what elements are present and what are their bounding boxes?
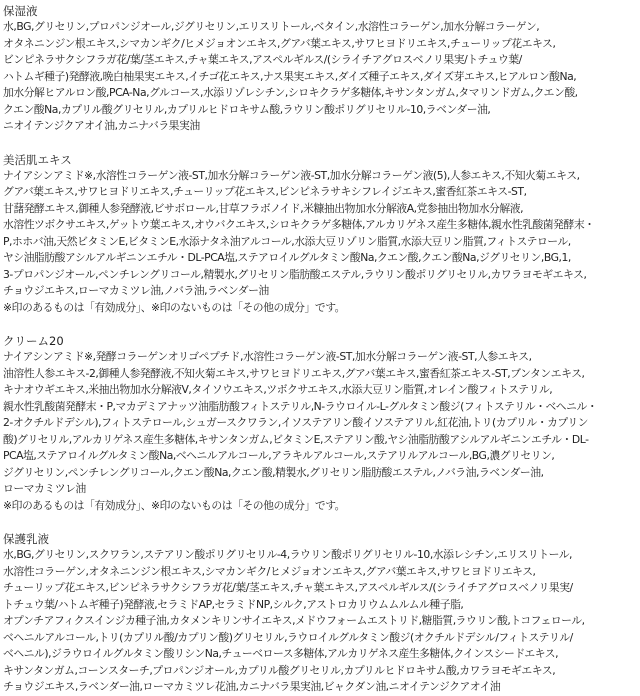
section-title: 保湿液 <box>3 4 38 18</box>
ingredient-line: PCA塩,ステアロイルグルタミン酸Na,ベヘニルアルコール,アラキルアルコール,ステアリルアルコール,BG,濃グリセリン, <box>3 449 555 462</box>
ingredient-line: ハトムギ種子)発酵液,晩白柚果実エキス,イチゴ花エキス,ナス果実エキス,ダイズ種子エキス,ダイズ芽エキス,ヒアルロン酸Na, <box>3 69 577 83</box>
ingredient-line: 水,BG,グリセリン,スクワラン,ステアリン酸ポリグリセリル-4,ラウリン酸ポリグリセリル-10,水添レシチン,エリスリトール, <box>3 548 573 561</box>
section-cream-20 <box>3 333 637 514</box>
ingredient-line: 2-オクチルドデシル),フィトステロール,シュガースクワラン,イソステアリン酸イソステアリル,紅花油,トリ(カプリル・カプリン <box>3 416 589 429</box>
ingredient-line: ジグリセリン,ペンチレングリコール,クエン酸Na,クエン酸,精製水,グリセリン脂肪酸エステル,ノバラ油,ラベンダー油, <box>3 465 544 479</box>
ingredient-line: ナイアシンアミド※,発酵コラーゲンオリゴペプチド,水溶性コラーゲン液-ST,加水分解コラーゲン液-ST,人参エキス, <box>3 350 532 363</box>
ingredient-line: キサンタンガム,コーンスターチ,プロパンジオール,カプリル酸グリセリル,カプリルヒドロキサム酸,カワラヨモギエキス, <box>3 663 556 677</box>
ingredient-line: 酸)グリセリル,アルカリゲネス産生多糖体,キサンタンガム,ビタミンE,ステアリン酸,ヤシ油脂肪酸アシルアルギニンエチル・DL- <box>3 432 589 446</box>
ingredient-line: ベヘニルアルコール,トリ(カプリル酸/カプリン酸)グリセリル,ラウロイルグルタミン酸ジ(オクチルドデシル/フィトステリル/ <box>3 630 573 644</box>
ingredient-line: ビンピネラサクシフラガ花/葉/茎エキス,チャ葉エキス,アスペルギルス/(シライチアグロスベノリ果実/トチュウ葉/ <box>3 53 522 66</box>
ingredient-line: 水溶性ツボクサエキス,ゲットウ葉エキス,オウバクエキス,シロキクラゲ多糖体,アルカリゲネス産生多糖体,親水性乳酸菌発酵末・ <box>3 218 595 231</box>
ingredient-line: チョウジエキス,ラベンダー油,ローマカミツレ花油,カニナバラ果実油,ビャクダン油,ニオイテンジクアオイ油 <box>3 680 501 693</box>
ingredient-line: 油溶性人参エキス-2,御種人参発酵液,不知火菊エキス,サワヒヨドリエキス,グアバ葉エキス,蜜香紅茶エキス-ST,ブンタンエキス, <box>3 366 585 380</box>
ingredient-line: ナイアシンアミド※,水溶性コラーゲン液-ST,加水分解コラーゲン液-ST,加水分解コラーゲン液(5),人参エキス,不知火菊エキス, <box>3 168 580 182</box>
ingredient-line: チューリップ花エキス,ビンピネラサクシフラガ花/葉/茎エキス,チャ葉エキス,アスペルギルス/(シライチアグロスベノリ果実/ <box>3 581 573 594</box>
ingredient-line: 甘藷発酵エキス,御種人参発酵液,ビサボロール,甘草フラボノイド,米糠抽出物加水分解液A,党参抽出物加水分解液, <box>3 201 524 215</box>
active-ingredient-note: ※印のあるものは「有効成分」、※印のないものは「その他の成分」です。 <box>3 498 346 512</box>
section-protective-emulsion <box>3 531 637 696</box>
ingredient-line: 水,BG,グリセリン,プロパンジオール,ジグリセリン,エリスリトール,ベタイン,水溶性コラーゲン,加水分解コラーゲン, <box>3 20 540 33</box>
section-title: クリーム20 <box>3 334 64 348</box>
ingredient-line: クエン酸Na,カプリル酸グリセリル,カプリルヒドロキサム酸,ラウリン酸ポリグリセリル-10,ラベンダー油, <box>3 102 491 116</box>
section-spacer <box>3 135 637 152</box>
ingredient-line: キナオウギエキス,米抽出物加水分解液V,タイソウエキス,ツボクサエキス,水添大豆リン脂質,オレイン酸フィトステリル, <box>3 383 553 396</box>
active-ingredient-note: ※印のあるものは「有効成分」、※印のないものは「その他の成分」です。 <box>3 300 346 314</box>
ingredient-line: P,ホホバ油,天然ビタミンE,ビタミンE,水添ナタネ油アルコール,水添大豆リゾリン脂質,水添大豆リン脂質,フィトステロール, <box>3 234 571 248</box>
ingredient-document <box>3 3 637 696</box>
ingredient-line: 親水性乳酸菌発酵末・P,マカデミアナッツ油脂肪酸フィトステリル,N-ラウロイル-L-グルタミン酸ジ(フィトステリル・ベヘニル・ <box>3 399 598 413</box>
section-moisture-lotion <box>3 3 637 135</box>
section-skin-essence <box>3 152 637 317</box>
ingredient-line: トチュウ葉/ハトムギ種子)発酵液,セラミドAP,セラミドNP,シルク,アストロカリウムムルムル種子脂, <box>3 597 464 611</box>
ingredient-line: 水溶性コラーゲン,オタネニンジン根エキス,シマカンギク/ヒメジョオンエキス,グアバ葉エキス,サワヒヨドリエキス, <box>3 564 536 578</box>
ingredient-line: オタネニンジン根エキス,シマカンギク/ヒメジョオンエキス,グアバ葉エキス,サワヒヨドリエキス,チューリップ花エキス, <box>3 36 556 50</box>
section-title: 美活肌エキス <box>3 152 72 167</box>
ingredient-line: 加水分解ヒアルロン酸,PCA-Na,グルコース,水添リゾレシチン,シロキクラゲ多糖体,キサンタンガム,タマリンドガム,クエン酸, <box>3 86 578 99</box>
ingredient-line: ローマカミツレ油 <box>3 482 86 495</box>
ingredient-line: グアバ葉エキス,サワヒヨドリエキス,チューリップ花エキス,ビンピネラサキシフレイジエキス,蜜香紅茶エキス-ST, <box>3 185 527 198</box>
section-title: 保護乳液 <box>3 532 49 546</box>
ingredient-line: ベヘニル),ジラウロイルグルタミン酸リシンNa,チューベロース多糖体,アルカリゲネス産生多糖体,クインスシードエキス, <box>3 647 559 660</box>
ingredient-line: 3-プロパンジオール,ペンチレングリコール,精製水,グリセリン脂肪酸エステル,ラウリン酸ポリグリセリル,カワラヨモギエキス, <box>3 267 587 281</box>
section-spacer <box>3 514 637 531</box>
ingredient-line: ニオイテンジクアオイ油,カニナバラ果実油 <box>3 119 200 132</box>
ingredient-line: ヤシ油脂肪酸アシルアルギニンエチル・DL-PCA塩,ステアロイルグルタミン酸Na,クエン酸,クエン酸Na,ジグリセリン,BG,1, <box>3 251 571 264</box>
ingredient-line: チョウジエキス,ローマカミツレ油,ノバラ油,ラベンダー油 <box>3 284 269 297</box>
ingredient-line: オプンチアフィクスインジカ種子油,カタメンキリンサイエキス,メドウフォームエストリド,糖脂質,ラウリン酸,トコフェロール, <box>3 614 585 627</box>
section-spacer <box>3 316 637 333</box>
